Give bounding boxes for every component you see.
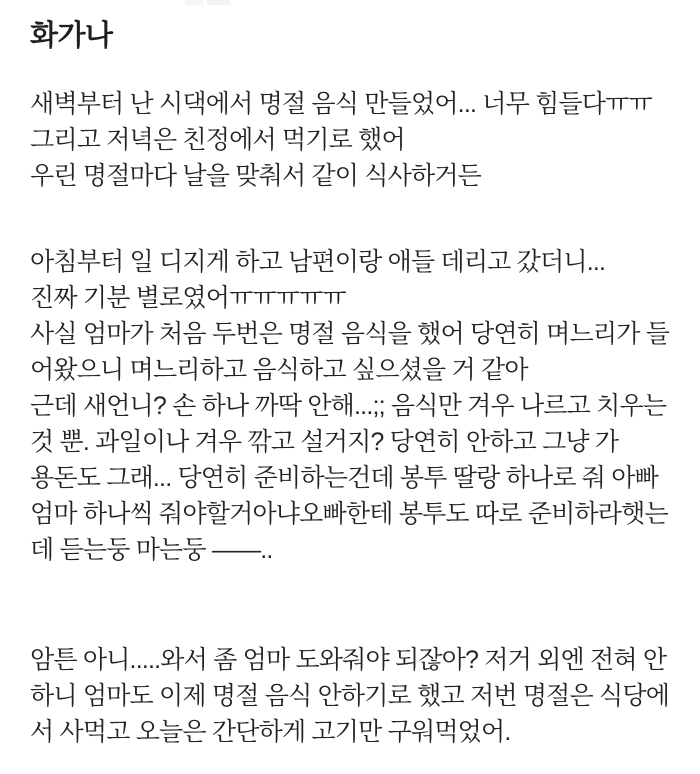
post-paragraph-3 bbox=[30, 642, 670, 750]
cropped-ui-remnant bbox=[185, 0, 230, 5]
post-line: 근데 새언니? 손 하나 까딱 안해...;; 음식만 겨우 나르고 치우는 bbox=[30, 392, 667, 420]
post-line: 사실 엄마가 처음 두번은 명절 음식을 했어 당연히 며느리가 들 bbox=[30, 320, 670, 348]
post-line: 것 뿐. 과일이나 겨우 깎고 설거지? 당연히 안하고 그냥 가 bbox=[30, 428, 619, 456]
post-line: 우린 명절마다 날을 맞춰서 같이 식사하거든 bbox=[30, 162, 482, 190]
post-line: 서 사먹고 오늘은 간단하게 고기만 구워먹었어. bbox=[30, 718, 511, 746]
post-paragraph-1 bbox=[30, 86, 670, 194]
post-line: 하니 엄마도 이제 명절 음식 안하기로 했고 저번 명절은 식당에 bbox=[30, 682, 670, 710]
post-line: 데 듣는둥 마는둥 ——.. bbox=[30, 536, 273, 564]
post-line: 엄마 하나씩 줘야할거아냐오빠한테 봉투도 따로 준비하라햇는 bbox=[30, 500, 668, 528]
post-paragraph-2 bbox=[30, 244, 670, 568]
post-line: 어왔으니 며느리하고 음식하고 싶으셨을 거 같아 bbox=[30, 356, 528, 384]
post-line: 그리고 저녁은 친정에서 먹기로 했어 bbox=[30, 126, 405, 154]
post-line: 새벽부터 난 시댁에서 명절 음식 만들었어... 너무 힘들다ㅠㅠ bbox=[30, 90, 652, 118]
post-line: 진짜 기분 별로였어ㅠㅠㅠㅠㅠ bbox=[30, 284, 346, 312]
post-line: 용돈도 그래... 당연히 준비하는건데 봉투 딸랑 하나로 줘 아빠 bbox=[30, 464, 659, 492]
post-line: 암튼 아니.....와서 좀 엄마 도와줘야 되잖아? 저거 외엔 전혀 안 bbox=[30, 646, 667, 674]
post-title: 화가나 bbox=[30, 20, 113, 52]
post-line: 아침부터 일 디지게 하고 남편이랑 애들 데리고 갔더니... bbox=[30, 248, 606, 276]
